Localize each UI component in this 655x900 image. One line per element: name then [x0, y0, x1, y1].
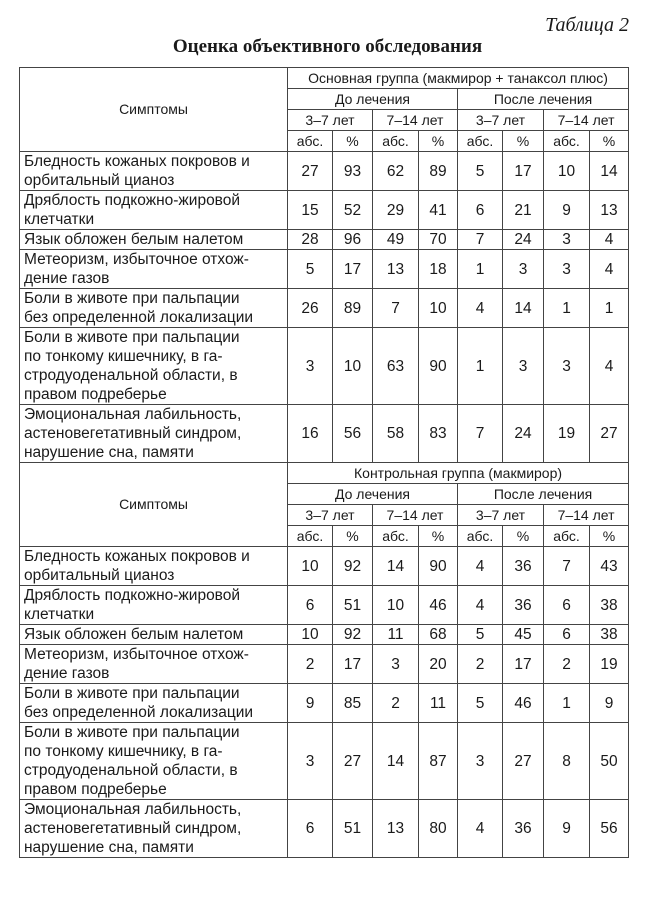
age-header: 7–14 лет: [544, 110, 629, 131]
table-row: [20, 289, 629, 328]
value-cell: 92: [333, 625, 373, 645]
symptom-line: Дряблость подкожно-жировой: [24, 587, 241, 604]
unit-header: %: [503, 131, 544, 152]
unit-header: %: [333, 526, 373, 547]
value-cell: 87: [419, 723, 458, 800]
group-header: Контрольная группа (макмирор): [288, 463, 629, 484]
symptom-cell: [20, 800, 288, 858]
symptom-cell: [20, 547, 288, 586]
value-cell: 6: [544, 625, 590, 645]
value-cell: 4: [590, 230, 629, 250]
value-cell: 10: [333, 328, 373, 405]
age-header: 3–7 лет: [288, 505, 373, 526]
table-row: [20, 723, 629, 800]
unit-header: %: [333, 131, 373, 152]
symptom-line: астеновегетативный синдром,: [24, 425, 242, 442]
value-cell: 63: [373, 328, 419, 405]
table-row: [20, 586, 629, 625]
value-cell: 18: [419, 250, 458, 289]
value-cell: 10: [288, 547, 333, 586]
header-row-group: [20, 68, 629, 89]
value-cell: 24: [503, 405, 544, 463]
value-cell: 89: [419, 152, 458, 191]
age-header: 7–14 лет: [373, 110, 458, 131]
unit-header: абс.: [288, 526, 333, 547]
value-cell: 2: [288, 645, 333, 684]
value-cell: 3: [544, 230, 590, 250]
value-cell: 93: [333, 152, 373, 191]
symptom-line: правом подреберье: [24, 781, 167, 798]
table-row: [20, 191, 629, 230]
symptom-line: Метеоризм, избыточное отхож-: [24, 646, 249, 663]
table-row: [20, 645, 629, 684]
value-cell: 21: [503, 191, 544, 230]
group-header: Основная группа (макмирор + танаксол плюс): [288, 68, 629, 89]
value-cell: 3: [288, 328, 333, 405]
value-cell: 10: [288, 625, 333, 645]
value-cell: 10: [373, 586, 419, 625]
value-cell: 3: [503, 328, 544, 405]
value-cell: 7: [458, 230, 503, 250]
value-cell: 9: [544, 191, 590, 230]
unit-header: %: [419, 526, 458, 547]
symptoms-header: Симптомы: [20, 463, 288, 547]
symptom-cell: [20, 230, 288, 250]
value-cell: 6: [288, 800, 333, 858]
symptom-line: по тонкому кишечнику, в га-: [24, 743, 223, 760]
symptom-line: Дряблость подкожно-жировой: [24, 192, 241, 209]
value-cell: 14: [373, 547, 419, 586]
value-cell: 85: [333, 684, 373, 723]
value-cell: 1: [590, 289, 629, 328]
value-cell: 7: [544, 547, 590, 586]
value-cell: 10: [419, 289, 458, 328]
table-row: [20, 328, 629, 405]
value-cell: 56: [590, 800, 629, 858]
value-cell: 27: [590, 405, 629, 463]
value-cell: 46: [503, 684, 544, 723]
value-cell: 2: [544, 645, 590, 684]
symptom-line: стродуоденальной области, в: [24, 367, 238, 384]
age-header: 3–7 лет: [458, 505, 544, 526]
value-cell: 2: [458, 645, 503, 684]
value-cell: 4: [590, 328, 629, 405]
value-cell: 19: [590, 645, 629, 684]
value-cell: 17: [333, 250, 373, 289]
value-cell: 36: [503, 547, 544, 586]
value-cell: 4: [590, 250, 629, 289]
symptom-line: Боли в животе при пальпации: [24, 329, 240, 346]
value-cell: 7: [373, 289, 419, 328]
value-cell: 4: [458, 800, 503, 858]
symptom-cell: [20, 250, 288, 289]
value-cell: 8: [544, 723, 590, 800]
page-title: Оценка объективного обследования: [172, 36, 483, 57]
table-row: [20, 625, 629, 645]
value-cell: 29: [373, 191, 419, 230]
symptoms-table: [19, 67, 629, 858]
value-cell: 11: [373, 625, 419, 645]
symptom-line: астеновегетативный синдром,: [24, 820, 242, 837]
value-cell: 13: [373, 800, 419, 858]
value-cell: 3: [544, 328, 590, 405]
symptom-line: Эмоциональная лабильность,: [24, 801, 242, 818]
value-cell: 6: [458, 191, 503, 230]
value-cell: 3: [544, 250, 590, 289]
symptom-line: Язык обложен белым налетом: [24, 626, 244, 643]
value-cell: 1: [544, 684, 590, 723]
value-cell: 38: [590, 625, 629, 645]
value-cell: 7: [458, 405, 503, 463]
value-cell: 9: [590, 684, 629, 723]
value-cell: 90: [419, 547, 458, 586]
symptom-cell: [20, 191, 288, 230]
value-cell: 83: [419, 405, 458, 463]
symptom-line: орбитальный цианоз: [24, 567, 175, 584]
value-cell: 9: [288, 684, 333, 723]
table-body: [20, 68, 629, 858]
symptom-line: стродуоденальной области, в: [24, 762, 238, 779]
symptom-line: без определенной локализации: [24, 704, 254, 721]
unit-header: абс.: [288, 131, 333, 152]
value-cell: 14: [590, 152, 629, 191]
table-row: [20, 547, 629, 586]
value-cell: 38: [590, 586, 629, 625]
unit-header: абс.: [544, 131, 590, 152]
symptom-cell: [20, 152, 288, 191]
value-cell: 3: [503, 250, 544, 289]
age-header: 3–7 лет: [458, 110, 544, 131]
value-cell: 90: [419, 328, 458, 405]
symptom-line: клетчатки: [24, 606, 95, 623]
value-cell: 1: [458, 328, 503, 405]
value-cell: 41: [419, 191, 458, 230]
value-cell: 6: [544, 586, 590, 625]
value-cell: 36: [503, 800, 544, 858]
value-cell: 15: [288, 191, 333, 230]
value-cell: 96: [333, 230, 373, 250]
value-cell: 3: [373, 645, 419, 684]
age-header: 3–7 лет: [288, 110, 373, 131]
value-cell: 13: [590, 191, 629, 230]
unit-header: абс.: [458, 526, 503, 547]
table-row: [20, 800, 629, 858]
unit-header: %: [590, 131, 629, 152]
value-cell: 28: [288, 230, 333, 250]
value-cell: 3: [288, 723, 333, 800]
value-cell: 10: [544, 152, 590, 191]
value-cell: 19: [544, 405, 590, 463]
symptom-line: клетчатки: [24, 211, 95, 228]
table-number-label: Таблица 2: [545, 14, 629, 36]
symptom-cell: [20, 645, 288, 684]
value-cell: 36: [503, 586, 544, 625]
symptom-cell: [20, 289, 288, 328]
age-header: 7–14 лет: [373, 505, 458, 526]
unit-header: абс.: [544, 526, 590, 547]
symptom-line: Метеоризм, избыточное отхож-: [24, 251, 249, 268]
symptom-line: Эмоциональная лабильность,: [24, 406, 242, 423]
value-cell: 27: [288, 152, 333, 191]
symptom-cell: [20, 328, 288, 405]
value-cell: 17: [503, 645, 544, 684]
value-cell: 26: [288, 289, 333, 328]
value-cell: 20: [419, 645, 458, 684]
symptom-line: без определенной локализации: [24, 309, 254, 326]
value-cell: 4: [458, 586, 503, 625]
symptom-line: Бледность кожаных покровов и: [24, 548, 250, 565]
value-cell: 24: [503, 230, 544, 250]
symptom-cell: [20, 405, 288, 463]
symptom-line: по тонкому кишечнику, в га-: [24, 348, 223, 365]
value-cell: 52: [333, 191, 373, 230]
unit-header: абс.: [373, 131, 419, 152]
value-cell: 1: [458, 250, 503, 289]
symptom-line: Язык обложен белым налетом: [24, 231, 244, 248]
value-cell: 51: [333, 586, 373, 625]
value-cell: 11: [419, 684, 458, 723]
table-row: [20, 152, 629, 191]
value-cell: 68: [419, 625, 458, 645]
value-cell: 14: [503, 289, 544, 328]
value-cell: 89: [333, 289, 373, 328]
header-row-group: [20, 463, 629, 484]
value-cell: 5: [288, 250, 333, 289]
period-header: После лечения: [458, 484, 629, 505]
period-header: До лечения: [288, 484, 458, 505]
value-cell: 51: [333, 800, 373, 858]
table-row: [20, 250, 629, 289]
unit-header: %: [590, 526, 629, 547]
value-cell: 14: [373, 723, 419, 800]
period-header: До лечения: [288, 89, 458, 110]
value-cell: 58: [373, 405, 419, 463]
period-header: После лечения: [458, 89, 629, 110]
table-row: [20, 230, 629, 250]
symptom-line: правом подреберье: [24, 386, 167, 403]
value-cell: 4: [458, 289, 503, 328]
value-cell: 13: [373, 250, 419, 289]
value-cell: 70: [419, 230, 458, 250]
value-cell: 3: [458, 723, 503, 800]
value-cell: 46: [419, 586, 458, 625]
value-cell: 92: [333, 547, 373, 586]
symptom-cell: [20, 684, 288, 723]
value-cell: 16: [288, 405, 333, 463]
symptom-cell: [20, 625, 288, 645]
table-row: [20, 405, 629, 463]
unit-header: %: [419, 131, 458, 152]
symptom-line: Боли в животе при пальпации: [24, 724, 240, 741]
value-cell: 50: [590, 723, 629, 800]
value-cell: 5: [458, 625, 503, 645]
unit-header: %: [503, 526, 544, 547]
value-cell: 43: [590, 547, 629, 586]
table-row: [20, 684, 629, 723]
value-cell: 45: [503, 625, 544, 645]
value-cell: 80: [419, 800, 458, 858]
symptom-cell: [20, 723, 288, 800]
value-cell: 17: [503, 152, 544, 191]
symptom-line: нарушение сна, памяти: [24, 839, 194, 856]
symptom-line: Бледность кожаных покровов и: [24, 153, 250, 170]
symptom-line: орбитальный цианоз: [24, 172, 175, 189]
value-cell: 62: [373, 152, 419, 191]
symptom-cell: [20, 586, 288, 625]
value-cell: 56: [333, 405, 373, 463]
symptoms-header: Симптомы: [20, 68, 288, 152]
value-cell: 2: [373, 684, 419, 723]
symptom-line: дение газов: [24, 665, 110, 682]
symptom-line: дение газов: [24, 270, 110, 287]
symptom-line: нарушение сна, памяти: [24, 444, 194, 461]
value-cell: 5: [458, 684, 503, 723]
value-cell: 6: [288, 586, 333, 625]
value-cell: 4: [458, 547, 503, 586]
value-cell: 1: [544, 289, 590, 328]
value-cell: 17: [333, 645, 373, 684]
age-header: 7–14 лет: [544, 505, 629, 526]
unit-header: абс.: [458, 131, 503, 152]
value-cell: 49: [373, 230, 419, 250]
value-cell: 27: [333, 723, 373, 800]
value-cell: 27: [503, 723, 544, 800]
symptom-line: Боли в животе при пальпации: [24, 290, 240, 307]
unit-header: абс.: [373, 526, 419, 547]
symptom-line: Боли в животе при пальпации: [24, 685, 240, 702]
value-cell: 5: [458, 152, 503, 191]
value-cell: 9: [544, 800, 590, 858]
